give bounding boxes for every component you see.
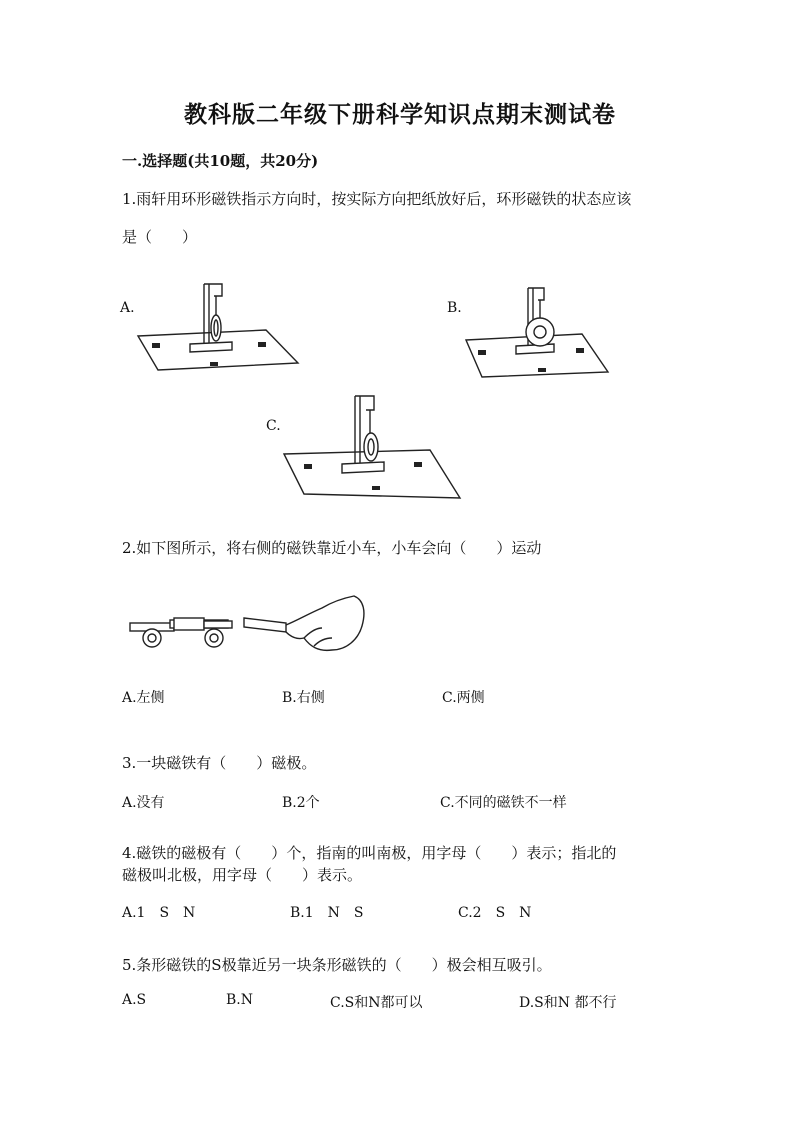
hand [286,596,364,650]
question-5-option-c[interactable]: C.S和N都可以 [330,995,423,1011]
page-title: 教科版二年级下册科学知识点期末测试卷 [184,101,616,128]
question-3-option-b[interactable]: B.2个 [282,795,320,811]
question-1-option-b-label[interactable]: B. [447,300,462,316]
question-4-line-2: 磁极叫北极，用字母（ ）表示。 [122,866,363,884]
option-b-magnet-figure [464,282,614,380]
question-5-option-d[interactable]: D.S和N 都不行 [519,995,617,1011]
car-wheel [205,629,223,647]
direction-mark [258,342,266,347]
option-c-magnet-figure [282,392,464,502]
question-3-option-c[interactable]: C.不同的磁铁不一样 [440,795,567,811]
section-heading: 一.选择题(共10题，共20分) [122,152,319,170]
question-5-option-b[interactable]: B.N [226,992,253,1008]
question-1-line-2: 是（ ） [122,228,198,246]
question-4-option-a[interactable]: A.1 S N [122,905,196,921]
question-1-option-a-label[interactable]: A. [120,300,135,316]
question-4-option-c[interactable]: C.2 S N [458,905,532,921]
question-4-option-b[interactable]: B.1 N S [290,905,364,921]
question-1-option-c-label[interactable]: C. [266,418,281,434]
question-2-option-c[interactable]: C.两侧 [442,690,485,706]
car-wheel [143,629,161,647]
ring-magnet-edge-on [211,315,221,341]
question-3-option-a[interactable]: A.没有 [122,795,165,811]
bar-magnet [244,618,286,632]
direction-mark [152,343,160,348]
question-3-text: 3.一块磁铁有（ ）磁极。 [122,754,317,772]
question-2-option-b[interactable]: B.右侧 [282,690,325,706]
ring-magnet-face-on [526,318,554,346]
question-4-line-1: 4.磁铁的磁极有（ ）个，指南的叫南极，用字母（ ）表示；指北的 [122,844,617,862]
direction-mark [210,362,218,366]
option-a-magnet-figure [136,280,301,372]
toy-car-and-magnet-figure [126,592,372,660]
question-5-text: 5.条形磁铁的S极靠近另一块条形磁铁的（ ）极会相互吸引。 [122,956,552,974]
ring-magnet-tilted [364,433,378,461]
question-1-line-1: 1.雨轩用环形磁铁指示方向时，按实际方向把纸放好后，环形磁铁的状态应该 [122,190,632,208]
question-2-text: 2.如下图所示，将右侧的磁铁靠近小车，小车会向（ ）运动 [122,539,542,557]
question-2-option-a[interactable]: A.左侧 [122,690,165,706]
question-5-option-a[interactable]: A.S [122,992,147,1008]
stand-base [190,342,232,352]
